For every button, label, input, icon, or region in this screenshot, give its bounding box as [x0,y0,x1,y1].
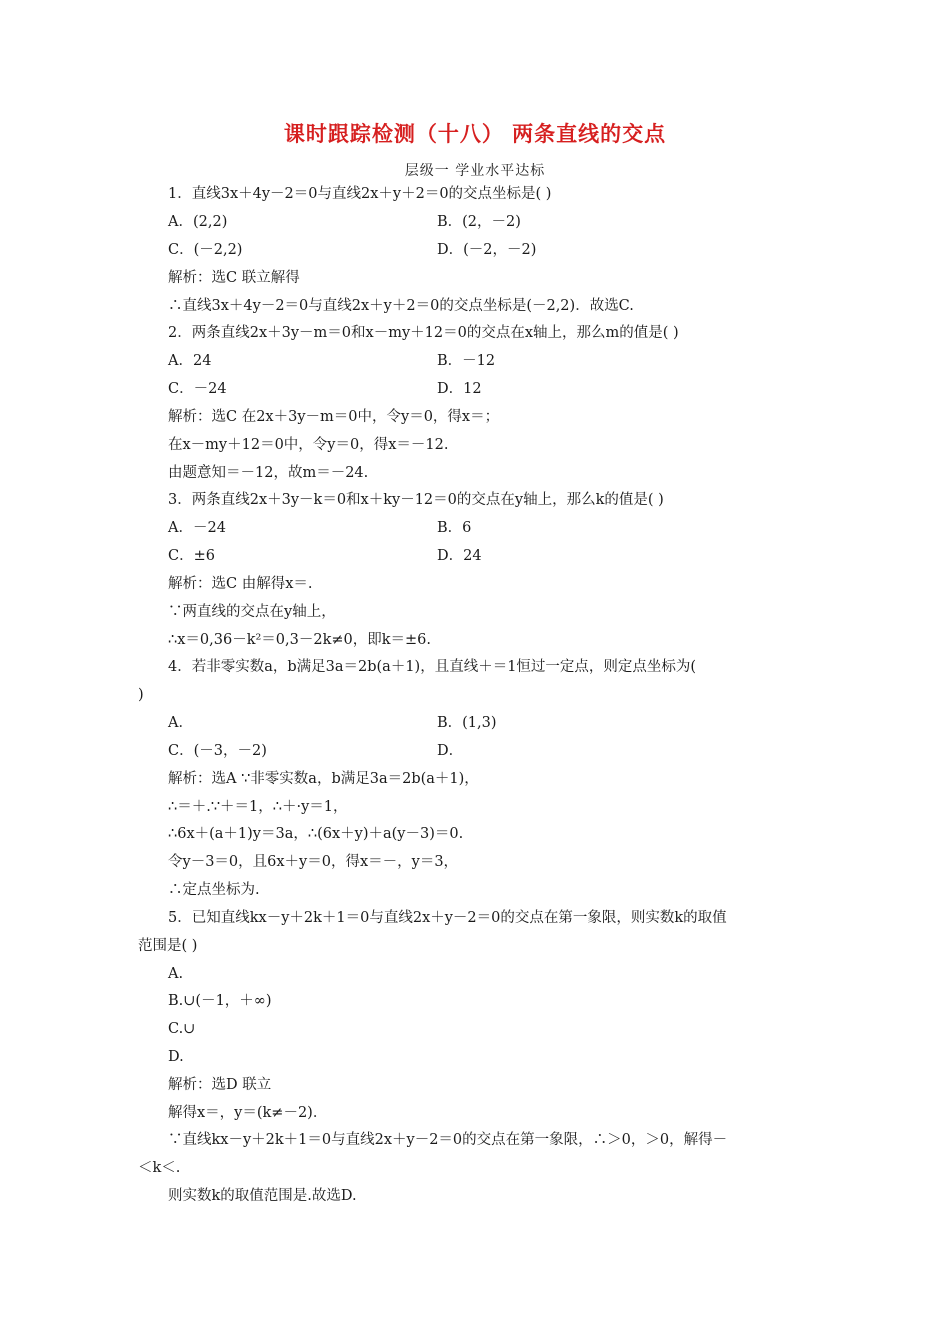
option-d: D．12 [437,381,482,397]
question-3: 3．两条直线2x＋3y－k＝0和x＋ky－12＝0的交点在y轴上，那么k的值是( ) [168,492,664,508]
option-c: C．(－3，－2) [168,743,267,759]
option-d: D．24 [437,548,482,564]
option-a: A．(2,2) [168,214,228,230]
solution-line: 解得x＝，y＝(k≠－2)． [168,1105,328,1121]
question-4-continued: ) [138,687,144,703]
option-b: B．(1,3) [437,715,497,731]
option-c: C．－24 [168,381,227,397]
solution-line: 则实数k的取值范围是.故选D. [168,1188,357,1204]
question-5-continued: 范围是( ) [138,938,198,954]
solution-line: ∴＝＋.∵＋＝1，∴＋·y＝1， [168,799,348,815]
solution-line: ∴6x＋(a＋1)y＝3a，∴(6x＋y)＋a(y－3)＝0. [168,826,464,842]
option-b: B.∪(－1，＋∞) [168,993,272,1009]
option-a: A． [168,715,193,731]
option-d: D．(－2，－2) [437,242,537,258]
question-2: 2．两条直线2x＋3y－m＝0和x－my＋12＝0的交点在x轴上，那么m的值是( ) [168,325,679,341]
option-c: C．±6 [168,548,215,564]
solution-line: 由题意知＝－12，故m＝－24. [168,465,369,481]
option-d: D． [437,743,464,759]
option-d: D. [168,1049,184,1065]
option-c: C．(－2,2) [168,242,243,258]
question-1: 1．直线3x＋4y－2＝0与直线2x＋y＋2＝0的交点坐标是( ) [168,186,552,202]
solution-line: 解析：选C 在2x＋3y－m＝0中，令y＝0，得x＝； [168,409,500,425]
page-title: 课时跟踪检测（十八） 两条直线的交点 [283,122,667,146]
solution-line: ∵直线kx－y＋2k＋1＝0与直线2x＋y－2＝0的交点在第一象限，∴＞0，＞0，解得－ [168,1132,728,1148]
option-b: B．－12 [437,353,496,369]
solution-line: 在x－my＋12＝0中，令y＝0，得x＝－12. [168,437,449,453]
solution-line: 解析：选A ∵非零实数a，b满足3a＝2b(a＋1)， [168,771,479,787]
solution-line: ∴x＝0,36－k²＝0,3－2k≠0，即k＝±6. [168,632,432,648]
solution-line: ∴直线3x＋4y－2＝0与直线2x＋y＋2＝0的交点坐标是(－2,2)．故选C. [168,298,634,314]
solution-line: ∵两直线的交点在y轴上， [168,604,336,620]
question-5: 5．已知直线kx－y＋2k＋1＝0与直线2x＋y－2＝0的交点在第一象限，则实数k的取值 [168,910,727,926]
section-heading: 层级一 学业水平达标 [404,163,546,179]
question-4: 4．若非零实数a，b满足3a＝2b(a＋1)，且直线＋＝1恒过一定点，则定点坐标为( [168,659,697,675]
solution-line: 令y－3＝0，且6x＋y＝0，得x＝－，y＝3， [168,854,459,870]
option-b: B．6 [437,520,472,536]
option-a: A．24 [168,353,212,369]
solution-line: ＜k＜. [138,1160,181,1176]
option-c: C.∪ [168,1021,196,1037]
solution-line: 解析：选C 由解得x＝. [168,576,313,592]
solution-line: 解析：选C 联立解得 [168,270,300,286]
option-b: B．(2，－2) [437,214,521,230]
option-a: A．－24 [168,520,226,536]
solution-line: 解析：选D 联立 [168,1077,272,1093]
solution-line: ∴定点坐标为. [168,882,260,898]
option-a: A. [168,966,184,982]
